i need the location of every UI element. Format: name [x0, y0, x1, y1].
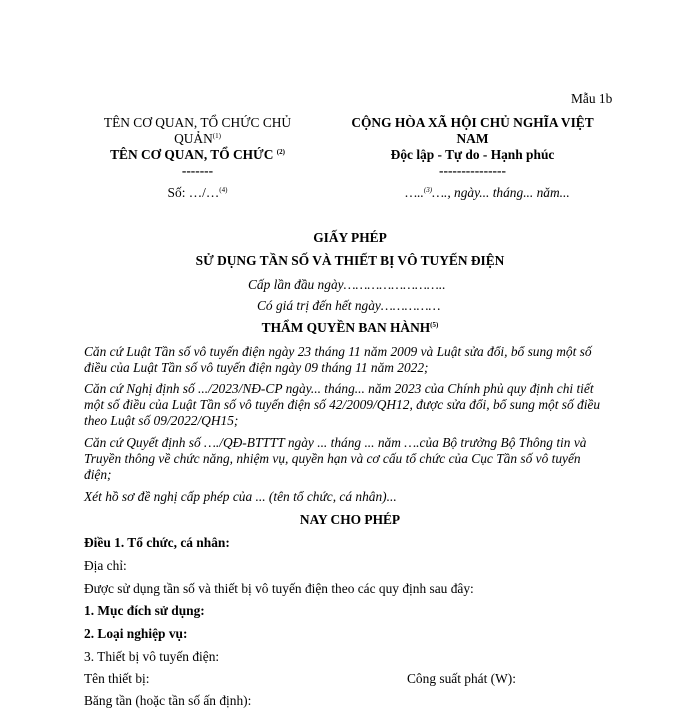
device-name-label: Tên thiết bị: — [84, 671, 150, 686]
motto: Độc lập - Tự do - Hạnh phúc — [390, 147, 555, 163]
agency-name-line1: TÊN CƠ QUAN, TỔ CHỨC CHỦ — [103, 115, 292, 130]
document-number: Số: …/…$^{(4)}$ — [167, 185, 228, 200]
document-title: GIẤY PHÉP — [313, 230, 387, 245]
section-service-type: 2. Loại nghiệp vụ: — [84, 626, 188, 641]
section-purpose: 1. Mục đích sử dụng: — [84, 603, 205, 618]
valid-until-date: Có giá trị đến hết ngày…………… — [257, 298, 441, 313]
nation-name-line2: NAM — [456, 131, 489, 147]
preamble-decision: Căn cứ Quyết định số …./QĐ-BTTTT ngày ... tháng ... năm ….của Bộ trưởng Bộ Thông tin và Truyền thông về chức năng, nhiệm vụ, quyền hạn và cơ cấu tổ chức của Cục Tần số vô tuyến điện; — [84, 435, 587, 483]
issue-date: …..$^{(3)}$…., ngày... tháng... năm... — [405, 185, 570, 200]
right-dashes: --------------- — [439, 163, 506, 179]
grant-heading: NAY CHO PHÉP — [299, 512, 401, 527]
address-label: Địa chỉ: — [84, 558, 127, 573]
transmit-power-label: Công suất phát (W): — [407, 671, 516, 686]
nation-name-line1: CỘNG HÒA XÃ HỘI CHỦ NGHĨA VIỆT — [351, 115, 594, 130]
frequency-band-label: Băng tần (hoặc tần số ấn định): — [84, 693, 252, 708]
first-issued-date: Cấp lần đầu ngày…………………….. — [248, 277, 446, 292]
left-dashes: ------- — [181, 163, 214, 179]
org-name: TÊN CƠ QUAN, TỔ CHỨC $^{(2)}$ — [110, 147, 285, 163]
permission-text: Được sử dụng tần số và thiết bị vô tuyến điện theo các quy định sau đây: — [84, 581, 474, 596]
preamble-decree: Căn cứ Nghị định số .../2023/NĐ-CP ngày... tháng... năm 2023 của Chính phủ quy định chi tiết một số điều của Luật Tần số vô tuyến điện số 42/2009/QH12, được sửa đổi, bổ sung một số điều theo Luật số 09/2022/QH15; — [84, 381, 601, 429]
issuing-authority: THẨM QUYỀN BAN HÀNH$^{(5)}$ — [261, 320, 439, 335]
article-1-heading: Điều 1. Tổ chức, cá nhân: — [84, 535, 230, 550]
agency-name-line2: QUẢN$^{(1)}$ — [174, 131, 221, 147]
section-radio-equipment: 3. Thiết bị vô tuyến điện: — [84, 649, 220, 664]
document-subtitle: SỬ DỤNG TẦN SỐ VÀ THIẾT BỊ VÔ TUYẾN ĐIỆN — [195, 253, 505, 268]
form-code: Mẫu 1b — [571, 91, 613, 106]
right-header — [330, 115, 615, 179]
preamble-law: Căn cứ Luật Tần số vô tuyến điện ngày 23 tháng 11 năm 2009 và Luật sửa đổi, bổ sung một số điều của Luật Tần số vô tuyến điện ngày 09 tháng 11 năm 2022; — [84, 344, 592, 376]
left-header — [80, 115, 315, 179]
preamble-consideration: Xét hồ sơ đề nghị cấp phép của ... (tên tổ chức, cá nhân)... — [84, 489, 397, 504]
